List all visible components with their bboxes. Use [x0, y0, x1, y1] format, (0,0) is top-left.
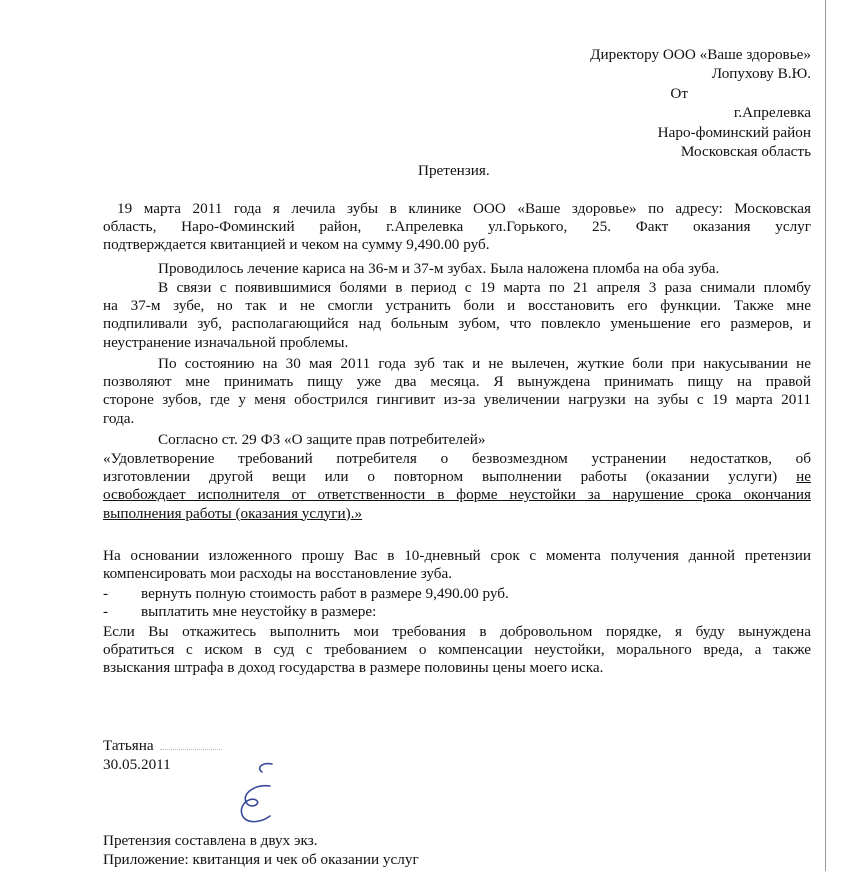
final-line-1: Если Вы откажитесь выполнить мои требования в добровольном порядке, я буду вынуждена: [103, 623, 811, 640]
list-item-marker: -: [103, 585, 109, 602]
copies-note: Претензия составлена в двух экз.: [103, 832, 318, 849]
final-paragraph: [103, 623, 811, 678]
paragraph-3-line-2: на 37-м зубе, но так и не смогли устранить боли и восстановить его функции. Также мне: [103, 297, 811, 315]
law-quote-line-2: [103, 468, 811, 486]
list-item-marker: -: [103, 603, 109, 621]
paragraph-3: [103, 279, 811, 352]
law-quote-line-3: освобождает исполнителя от ответственности в форме неустойки за нарушение срока окончания: [103, 486, 811, 504]
signature-line: [160, 741, 222, 750]
handwritten-signature: [232, 760, 292, 830]
law-reference: Согласно ст. 29 ФЗ «О защите прав потребителей»: [158, 431, 486, 448]
law-quote: [103, 450, 811, 523]
request-list: [103, 585, 811, 621]
signature-date: 30.05.2011: [103, 756, 171, 773]
request-line-2: компенсировать мои расходы на восстановление зуба.: [103, 565, 453, 583]
paragraph-1: [103, 200, 811, 255]
law-quote-line-1: «Удовлетворение требований потребителя о безвозмездном устранении недостатков, об: [103, 450, 811, 467]
paragraph-1-line-1: 19 марта 2011 года я лечила зубы в клинике ООО «Ваше здоровье» по адресу: Московская: [117, 200, 811, 217]
signature-name-text: Татьяна: [103, 737, 154, 754]
paragraph-4-line-2: позволяют мне принимать пищу уже два месяца. Я вынуждена принимать пищу на правой: [103, 373, 811, 391]
sender-from-label: От: [670, 85, 688, 102]
paragraph-4-line-4: года.: [103, 409, 135, 427]
list-item: [103, 603, 811, 621]
paragraph-3-line-4: неустранение изначальной проблемы.: [103, 333, 349, 351]
request-line-1: На основании изложенного прошу Вас в 10-дневный срок с момента получения данной претензии: [103, 547, 811, 564]
attachment-note: Приложение: квитанция и чек об оказании услуг: [103, 851, 419, 868]
sender-city: г.Апрелевка: [733, 104, 811, 121]
paragraph-1-line-3: подтверждается квитанцией и чеком на сумму 9,490.00 руб.: [103, 236, 490, 254]
request-paragraph: [103, 547, 811, 583]
recipient-line-1: Директору ООО «Ваше здоровье»: [590, 46, 811, 63]
paragraph-3-line-3: подпиливали зуб, располагающийся над больным зубом, что повлекло уменьшение его размеров, и: [103, 315, 811, 333]
law-quote-line-2-underlined: не: [796, 468, 811, 486]
recipient-line-2: Лопухову В.Ю.: [711, 65, 811, 82]
paragraph-1-line-2: область, Наро-Фоминский район, г.Апрелевка ул.Горького, 25. Факт оказания услуг: [103, 218, 811, 236]
list-item-text: вернуть полную стоимость работ в размере 9,490.00 руб.: [141, 585, 509, 602]
law-quote-line-4: [103, 505, 811, 523]
final-line-2: обратиться с иском в суд с требованием о компенсации неустойки, морального вреда, а также: [103, 641, 811, 659]
paragraph-4: [103, 355, 811, 428]
paragraph-4-line-1: По состоянию на 30 мая 2011 года зуб так и не вылечен, жуткие боли при накусывании не: [158, 355, 811, 372]
law-quote-line-2-text: изготовлении другой вещи или о повторном выполнении работы (оказании услуги): [103, 468, 778, 486]
signature-name: [103, 737, 222, 755]
list-item-text: выплатить мне неустойку в размере:: [141, 603, 377, 621]
scan-edge-line: [825, 0, 826, 871]
sender-region: Московская область: [680, 143, 811, 160]
list-item: [103, 585, 811, 603]
law-quote-line-4-text: выполнения работы (оказания услуги).»: [103, 504, 363, 522]
paragraph-2: Проводилось лечение кариса на 36-м и 37-м зубах. Была наложена пломба на оба зуба.: [158, 260, 720, 277]
paragraph-3-line-1: В связи с появившимися болями в период с 19 марта по 21 апреля 3 раза снимали пломбу: [158, 279, 811, 296]
sender-district: Наро-фоминский район: [657, 124, 811, 141]
paragraph-4-line-3: стороне зубов, где у меня обострился гингивит из-за увеличении нагрузки на зубы с 19 марта 2011: [103, 391, 811, 409]
final-line-3: взыскания штрафа в доход государства в размере половины цены моего иска.: [103, 659, 604, 677]
document-title: Претензия.: [418, 162, 490, 179]
